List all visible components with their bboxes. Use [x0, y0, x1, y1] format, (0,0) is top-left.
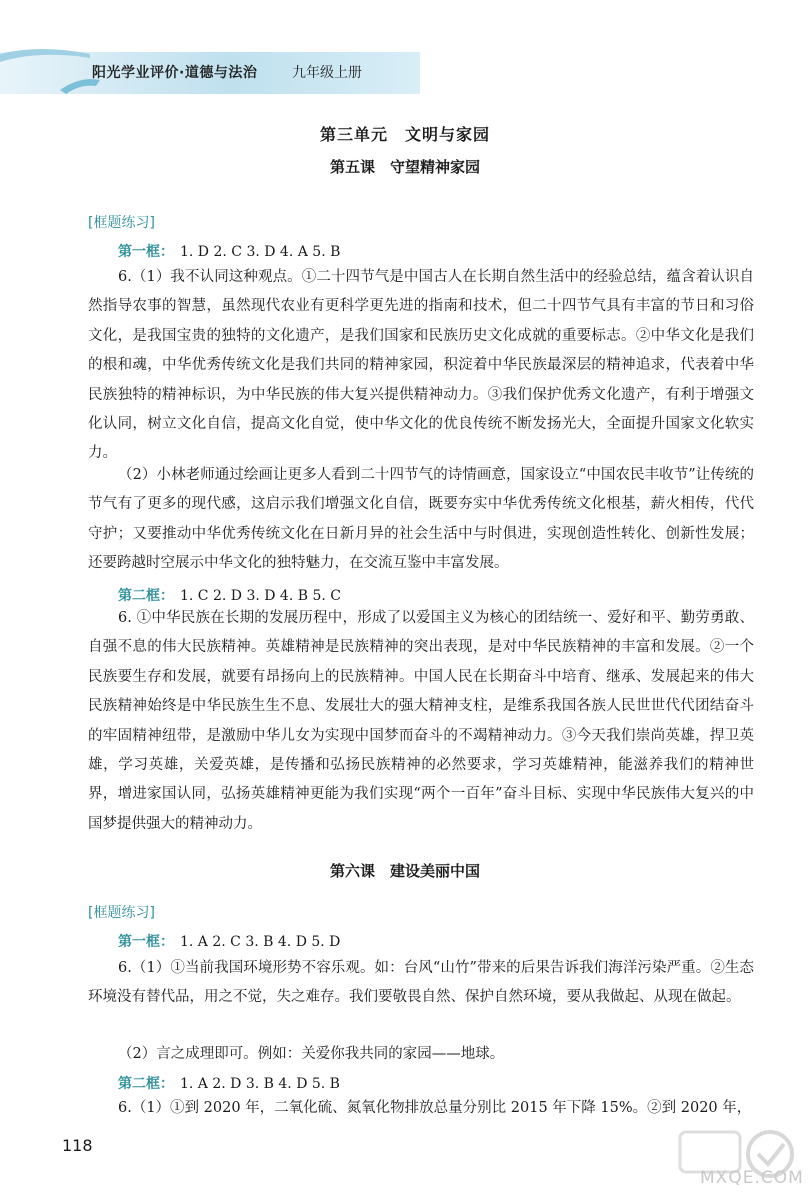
- frame1-answer-values: 1. A 2. C 3. B 4. D 5. D: [180, 934, 341, 950]
- lesson5-frame2-answers: [118, 585, 341, 605]
- watermark-text: MXQE.COM: [700, 1168, 804, 1188]
- frame2-answer-values: 1. A 2. D 3. B 4. D 5. B: [180, 1076, 340, 1092]
- book-title: 阳光学业评价·道德与法治: [92, 65, 258, 81]
- frame1-answer-values: 1. D 2. C 3. D 4. A 5. B: [180, 244, 341, 260]
- lesson6-frame2-q6: 6.（1）①到 2020 年，二氧化硫、氮氧化物排放总量分别比 2015 年下降 15%。②到 2020 年，: [118, 1100, 752, 1116]
- frame2-label: 第二框：: [118, 588, 174, 604]
- book-grade: 九年级上册: [292, 65, 362, 81]
- lesson5-title: 第五课 守望精神家园: [329, 158, 480, 176]
- unit-title: 第三单元 文明与家园: [319, 125, 490, 144]
- frame2-label: 第二框：: [118, 1076, 174, 1092]
- frame2-answer-values: 1. C 2. D 3. D 4. B 5. C: [180, 588, 341, 604]
- lesson5-q6-part2: （2）小林老师通过绘画让更多人看到二十四节气的诗情画意，国家设立“中国农民丰收节”让传统的节气有了更多的现代感，这启示我们增强文化自信，既要夯实中华优秀传统文化根基，薪火相传，代代守护；又要推动中华优秀传统文化在日新月异的社会生活中与时俱进，实现创造性转化、创新性发展；还要跨越时空展示中华文化的独特魅力，在交流互鉴中丰富发展。: [88, 467, 754, 572]
- lesson5-q6-part1: 6.（1）我不认同这种观点。①二十四节气是中国古人在长期自然生活中的经验总结，蕴含着认识自然指导农事的智慧，虽然现代农业有更科学更先进的指南和技术，但二十四节气具有丰富的节日和习俗文化，是我国宝贵的独特的文化遗产，是我们国家和民族历史文化成就的重要标志。②中华文化是我们的根和魂，中华优秀传统文化是我们共同的精神家园，积淀着中华民族最深层的精神追求，代表着中华民族独特的精神标识，为中华民族的伟大复兴提供精神动力。③我们保护优秀文化遗产，有利于增强文化认同，树立文化自信，提高文化自觉，使中华文化的优良传统不断发扬光大，全面提升国家文化软实力。: [88, 269, 754, 462]
- lesson5-frame2-q6: 6. ①中华民族在长期的发展历程中，形成了以爱国主义为核心的团结统一、爱好和平、勤劳勇敢、自强不息的伟大民族精神。英雄精神是民族精神的突出表现，是对中华民族精神的丰富和发展。②一个民族要生存和发展，就要有昂扬向上的民族精神。中国人民在长期奋斗中培育、继承、发展起来的伟大民族精神始终是中华民族生生不息、发展壮大的强大精神支柱，是维系我国各族人民世世代代团结奋斗的牢固精神纽带，是激励中华儿女为实现中国梦而奋斗的不竭精神动力。③今天我们崇尚英雄，捍卫英雄，学习英雄，关爱英雄，是传播和弘扬民族精神的必然要求，学习英雄精神，能滋养我们的精神世界，增进家国认同，弘扬英雄精神更能为我们实现“两个一百年”奋斗目标、实现中华民族伟大复兴的中国梦提供强大的精神动力。: [88, 610, 754, 832]
- frame1-label: 第一框：: [118, 244, 174, 260]
- lesson5-frame1-answers: [118, 241, 340, 261]
- lesson6-frame1-answers: [118, 931, 340, 951]
- lesson6-q6-part1: 6.（1）①当前我国环境形势不容乐观。如：台风“山竹”带来的后果告诉我们海洋污染严重。②生态环境没有替代品，用之不觉，失之难存。我们要敬畏自然、保护自然环境，要从我做起、从现在做起。: [88, 960, 754, 1006]
- lesson6-title: 第六课 建设美丽中国: [329, 862, 480, 880]
- page-number: 118: [62, 1136, 93, 1155]
- lesson6-frame2-answers: [118, 1073, 340, 1093]
- lesson6-section-tag: [框题练习]: [88, 905, 155, 921]
- lesson6-q6-part2: （2）言之成理即可。例如：关爱你我共同的家园——地球。: [118, 1046, 505, 1062]
- frame1-label: 第一框：: [118, 934, 174, 950]
- lesson5-section-tag: [框题练习]: [88, 215, 155, 231]
